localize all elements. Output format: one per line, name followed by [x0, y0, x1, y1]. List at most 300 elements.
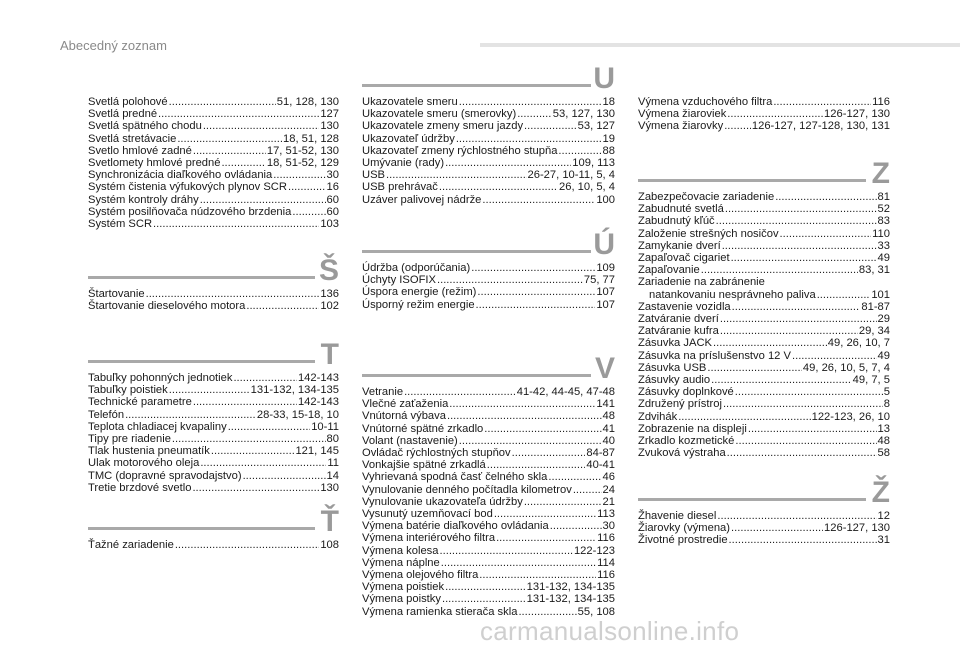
leader-dots: [246, 300, 319, 312]
index-entry: [88, 218, 339, 230]
index-entry-name: Svetlá spätného chodu: [88, 120, 202, 133]
index-entry: [88, 157, 339, 169]
index-entry: [638, 411, 890, 423]
section-letter-heading: [362, 352, 615, 386]
index-entry-pages: 126-127, 127-128, 130, 131: [751, 120, 890, 133]
index-entry-pages: 116: [597, 532, 615, 545]
index-entry: [638, 191, 890, 203]
leader-dots: [678, 411, 810, 423]
index-section: [88, 254, 339, 312]
index-entry-name: TMC (dopravné spravodajstvo): [88, 469, 242, 482]
index-entry: [362, 557, 615, 569]
index-entry: [88, 288, 339, 300]
index-entry: [638, 108, 890, 120]
index-entry: [638, 435, 890, 447]
index-entry-name: Ulak motorového oleja: [88, 457, 200, 470]
index-entry-name: Výmena batérie diaľkového ovládania: [362, 520, 549, 533]
index-entry-name: Vnútorné spätné zrkadlo: [362, 422, 484, 435]
index-entry-pages: 49, 26, 10, 5, 7, 4: [802, 361, 890, 374]
index-entry-pages: 49: [877, 349, 890, 362]
index-entry-pages: 29, 34: [858, 325, 890, 338]
leader-dots: [482, 194, 595, 206]
section-letter: Š: [318, 254, 339, 287]
index-entry-name: Svetlá polohové: [88, 96, 168, 108]
index-entry: [638, 228, 890, 240]
index-entry-pages: 116: [872, 96, 890, 108]
leader-dots: [441, 557, 596, 569]
index-entry-pages: 109, 113: [572, 157, 615, 170]
leader-dots: [729, 534, 877, 546]
leader-dots: [288, 181, 326, 193]
leader-dots: [707, 362, 802, 374]
section-rule: [362, 250, 591, 253]
index-entry-pages: 16: [326, 181, 339, 194]
index-entry: [88, 96, 339, 108]
leader-dots: [773, 96, 871, 108]
index-entry-pages: 102: [320, 300, 339, 313]
index-entry: [362, 120, 615, 132]
index-entry: [638, 276, 890, 288]
index-entry-pages: 109: [596, 262, 615, 274]
leader-dots: [720, 325, 858, 337]
index-entry: [362, 459, 615, 471]
leader-dots: [727, 447, 877, 459]
index-entry: [88, 108, 339, 120]
index-entry: [88, 433, 339, 445]
index-entry: [638, 203, 890, 215]
leader-dots: [442, 593, 526, 605]
index-entry-name: Združený prístroj: [638, 398, 722, 411]
index-entry-pages: 100: [596, 193, 615, 206]
index-entry: [638, 374, 890, 386]
index-entry: [362, 262, 615, 274]
section-rule: [362, 84, 591, 87]
index-entry-name: Volant (nastavenie): [362, 434, 458, 447]
index-entry-name: Zastavenie vozidla: [638, 300, 731, 313]
index-entry: [362, 157, 615, 169]
index-entry: [88, 169, 339, 181]
index-entry-pages: 81-87: [861, 300, 890, 313]
index-entry-name: Vlečné zaťaženia: [362, 398, 449, 411]
index-entry-name: Svetlá stretávacie: [88, 132, 177, 145]
index-entry-name: Úchyty ISOFIX: [362, 274, 436, 287]
index-entry: [88, 372, 339, 384]
leader-dots: [717, 510, 876, 522]
index-entry: [638, 386, 890, 398]
index-entry: [88, 482, 339, 494]
index-entry-name: Tabuľky pohonných jednotiek: [88, 372, 233, 384]
index-entry: [638, 447, 890, 459]
index-entry-list: [638, 191, 890, 459]
index-entry-pages: 142-143: [297, 372, 339, 384]
leader-dots: [439, 181, 558, 193]
section-letter-heading: [88, 338, 339, 372]
index-entry-pages: 60: [326, 205, 339, 218]
index-entry-pages: 55, 108: [577, 605, 615, 618]
index-entry-pages: 31: [877, 534, 890, 547]
index-entry-name: Zdvihák: [638, 410, 678, 423]
index-entry-name: USB: [362, 169, 386, 182]
index-entry-pages: 130: [320, 481, 339, 494]
index-entry: [638, 289, 890, 301]
index-entry: [362, 471, 615, 483]
index-entry-name: Vetranie: [362, 386, 404, 398]
index-entry: [638, 534, 890, 546]
section-letter: T: [320, 338, 339, 371]
index-entry-name: Úspora energie (režim): [362, 286, 477, 299]
index-entry-pages: 33: [877, 239, 890, 252]
index-entry-name: Zabudnuté svetlá: [638, 203, 724, 216]
leader-dots: [146, 288, 320, 300]
index-entry-pages: 80: [326, 433, 339, 446]
index-entry-name: Zobrazenie na displeji: [638, 422, 747, 435]
index-entry: [88, 133, 339, 145]
index-entry: [638, 362, 890, 374]
index-entry-name: Zásuvky doplnkové: [638, 386, 734, 399]
index-entry: [362, 286, 615, 298]
index-entry-pages: 108: [320, 539, 339, 551]
leader-dots: [153, 218, 319, 230]
leader-dots: [725, 203, 877, 215]
index-section: [638, 157, 890, 459]
index-entry-pages: 122-123: [573, 544, 615, 557]
index-entry-pages: 21: [602, 495, 615, 508]
index-entry: [362, 496, 615, 508]
leader-dots: [558, 145, 601, 157]
index-entry-pages: 107: [596, 298, 615, 311]
index-entry-pages: 121, 145: [295, 445, 339, 458]
section-rule: [88, 276, 315, 279]
index-entry-name: USB prehrávač: [362, 181, 438, 194]
header-bar: [480, 43, 960, 47]
index-entry-name: Zapaľovač cigariet: [638, 252, 730, 265]
leader-dots: [727, 108, 823, 120]
index-entry-name: Vynulovanie denného počítadla kilometrov: [362, 483, 572, 496]
index-entry: [88, 396, 339, 408]
leader-dots: [479, 569, 596, 581]
leader-dots: [228, 421, 311, 433]
index-entry: [638, 252, 890, 264]
leader-dots: [193, 396, 297, 408]
leader-dots: [169, 384, 250, 396]
index-entry-name: Ukazovatele zmeny smeru jazdy: [362, 120, 524, 133]
index-entry-pages: 130: [320, 120, 339, 133]
leader-dots: [211, 445, 295, 457]
section-rule: [362, 374, 591, 377]
index-entry: [362, 181, 615, 193]
index-entry: [638, 337, 890, 349]
index-entry-name: Životné prostredie: [638, 534, 728, 547]
index-entry: [362, 133, 615, 145]
leader-dots: [437, 274, 583, 286]
index-entry-pages: 5: [883, 386, 890, 399]
leader-dots: [125, 409, 256, 421]
index-entry: [362, 447, 615, 459]
index-entry-name: Žiarovky (výmena): [638, 522, 731, 535]
index-entry-name: Vysunutý uzemňovací bod: [362, 508, 493, 521]
index-entry: [362, 194, 615, 206]
leader-dots: [221, 157, 265, 169]
index-entry: [638, 522, 890, 534]
index-entry-pages: 41-42, 44-45, 47-48: [516, 386, 615, 398]
leader-dots: [177, 133, 282, 145]
index-entry-name: Výmena poistky: [362, 593, 441, 606]
index-entry: [362, 398, 615, 410]
leader-dots: [445, 581, 526, 593]
leader-dots: [723, 398, 883, 410]
index-entry: [638, 120, 890, 132]
index-entry: [638, 215, 890, 227]
leader-dots: [573, 484, 602, 496]
index-entry: [88, 457, 339, 469]
index-entry-name: Telefón: [88, 408, 125, 421]
index-entry-name: Synchronizácia diaľkového ovládania: [88, 169, 273, 182]
index-entry-name: Vonkajšie spätné zrkadlá: [362, 459, 486, 472]
section-letter: Ú: [593, 228, 615, 261]
leader-dots: [732, 301, 861, 313]
leader-dots: [471, 262, 595, 274]
index-entry-name: Výmena kolesa: [362, 544, 439, 557]
index-entry-pages: 116: [597, 569, 615, 582]
index-entry: [638, 301, 890, 313]
index-entry-pages: 83, 31: [858, 264, 890, 277]
leader-dots: [484, 423, 601, 435]
index-entry: [362, 581, 615, 593]
index-entry: [88, 384, 339, 396]
index-entry-name: natankovaniu nesprávneho paliva: [649, 288, 816, 301]
index-entry-pages: 131-132, 134-135: [250, 384, 339, 397]
index-entry-pages: 10-11: [311, 420, 339, 433]
index-entry-pages: 49, 7, 5: [852, 374, 890, 387]
leader-dots: [243, 470, 326, 482]
index-entry-pages: 46: [602, 471, 615, 484]
index-entry-pages: 53, 127, 130: [552, 108, 615, 121]
section-letter: U: [593, 62, 615, 95]
section-rule: [88, 527, 315, 530]
index-entry-pages: 141: [596, 398, 615, 411]
index-entry-name: Výmena žiaroviek: [638, 108, 727, 121]
index-entry-pages: 26-27, 10-11, 5, 4: [527, 169, 615, 182]
index-entry-pages: 8: [883, 398, 890, 411]
leader-dots: [711, 374, 852, 386]
index-entry-pages: 107: [596, 286, 615, 299]
index-entry: [88, 470, 339, 482]
index-entry: [638, 264, 890, 276]
index-entry-name: Ukazovateľ zmeny rýchlostného stupňa: [362, 144, 558, 157]
index-entry-pages: 51, 128, 130: [276, 96, 339, 108]
index-entry-pages: 40-41: [586, 459, 615, 472]
index-entry-name: Tlak hustenia pneumatík: [88, 445, 210, 458]
index-entry-name: Zabudnutý kľúč: [638, 215, 715, 228]
index-entry-pages: 30: [326, 169, 339, 182]
leader-dots: [459, 96, 602, 108]
section-rule: [88, 360, 315, 363]
leader-dots: [459, 435, 602, 447]
index-entry: [88, 421, 339, 433]
index-entry-pages: 131-132, 134-135: [526, 593, 615, 606]
index-entry-name: Svetlo hmlové zadné: [88, 144, 192, 157]
index-section: [362, 228, 615, 311]
leader-dots: [200, 194, 326, 206]
index-entry-name: Svetlá predné: [88, 108, 158, 121]
section-letter-heading: [88, 254, 339, 288]
index-entry: [362, 520, 615, 532]
index-entry-list: [88, 96, 339, 230]
index-entry: [362, 299, 615, 311]
index-entry-name: Výmena poistiek: [362, 581, 445, 594]
index-entry-name: Zásuvka USB: [638, 361, 707, 374]
leader-dots: [494, 508, 596, 520]
index-section: [638, 96, 890, 133]
leader-dots: [192, 482, 319, 494]
section-letter: Z: [871, 157, 890, 190]
index-entry-name: Umývanie (rady): [362, 157, 445, 170]
index-entry-name: Zapaľovanie: [638, 264, 700, 277]
index-entry-pages: 84-87: [586, 447, 615, 460]
index-entry: [638, 240, 890, 252]
index-entry-pages: 110: [872, 227, 890, 240]
index-entry: [88, 181, 339, 193]
index-entry-name: Žhavenie diesel: [638, 510, 717, 522]
index-entry-name: Výmena žiarovky: [638, 120, 724, 133]
leader-dots: [169, 96, 276, 108]
index-entry-pages: 28-33, 15-18, 10: [256, 408, 339, 421]
index-entry-pages: 13: [877, 422, 890, 435]
leader-dots: [724, 120, 751, 132]
index-entry-pages: 88: [602, 144, 615, 157]
index-entry-pages: 40: [602, 434, 615, 447]
index-section: [362, 352, 615, 618]
leader-dots: [775, 191, 876, 203]
leader-dots: [720, 313, 877, 325]
leader-dots: [292, 206, 325, 218]
index-entry-name: Úsporný režim energie: [362, 298, 475, 311]
index-entry: [88, 194, 339, 206]
section-letter: Ž: [871, 476, 890, 509]
index-entry-pages: 60: [326, 193, 339, 206]
index-entry-name: Štartovanie: [88, 288, 145, 300]
index-entry-name: Tretie brzdové svetlo: [88, 481, 192, 494]
index-entry-pages: 101: [871, 288, 890, 301]
index-entry-pages: 18, 51-52, 129: [266, 157, 339, 170]
index-section: [88, 338, 339, 494]
leader-dots: [780, 228, 872, 240]
section-letter-heading: [88, 505, 339, 539]
index-entry-pages: 114: [597, 556, 615, 569]
index-entry-pages: 14: [326, 469, 339, 482]
index-entry-name: Systém čistenia výfukových plynov SCR: [88, 181, 287, 194]
index-entry-pages: 142-143: [297, 396, 339, 409]
index-entry-name: Vynulovanie ukazovateľa údržby: [362, 495, 523, 508]
index-entry-pages: 18: [602, 96, 615, 108]
leader-dots: [548, 471, 601, 483]
index-entry-name: Tipy pre riadenie: [88, 433, 171, 446]
leader-dots: [524, 496, 602, 508]
leader-dots: [456, 133, 602, 145]
leader-dots: [273, 169, 325, 181]
leader-dots: [233, 372, 296, 384]
index-entry-name: Ukazovatele smeru (smerovky): [362, 108, 517, 121]
index-entry-pages: 53, 127: [577, 120, 615, 133]
index-entry-name: Zrkadlo kozmetické: [638, 435, 735, 448]
index-entry: [88, 145, 339, 157]
leader-dots: [440, 545, 573, 557]
index-entry-pages: 81: [877, 191, 890, 203]
leader-dots: [449, 398, 595, 410]
index-entry: [362, 410, 615, 422]
index-entry-pages: 58: [877, 447, 890, 460]
index-entry-pages: 52: [877, 203, 890, 216]
index-section: [362, 62, 615, 206]
index-entry-pages: 131-132, 134-135: [526, 581, 615, 594]
index-entry-pages: 103: [320, 218, 339, 231]
leader-dots: [735, 435, 876, 447]
index-entry-name: Výmena náplne: [362, 556, 440, 569]
index-entry: [362, 108, 615, 120]
index-entry-pages: 49: [877, 252, 890, 265]
index-entry-pages: 75, 77: [583, 274, 615, 287]
leader-dots: [193, 145, 266, 157]
index-entry-pages: 19: [602, 132, 615, 145]
section-letter: Ť: [320, 505, 339, 538]
index-entry-list: [638, 96, 890, 133]
index-entry-pages: 136: [320, 288, 339, 300]
index-entry-pages: 12: [877, 510, 890, 522]
index-entry-list: [88, 539, 339, 551]
leader-dots: [716, 215, 877, 227]
index-entry-name: Svetlomety hmlové predné: [88, 157, 221, 170]
index-section: [638, 476, 890, 547]
leader-dots: [496, 532, 596, 544]
index-entry-pages: 24: [602, 483, 615, 496]
index-entry-list: [88, 288, 339, 312]
index-entry: [638, 313, 890, 325]
index-entry: [362, 508, 615, 520]
index-entry: [88, 409, 339, 421]
leader-dots: [158, 108, 319, 120]
index-entry-name: Zásuvka JACK: [638, 337, 712, 350]
index-entry: [362, 96, 615, 108]
index-entry-name: Údržba (odporúčania): [362, 262, 471, 274]
index-entry: [638, 510, 890, 522]
section-letter-heading: [638, 157, 890, 191]
watermark: carmanualsonline.info: [480, 616, 740, 646]
index-entry-list: [362, 262, 615, 311]
index-entry: [362, 484, 615, 496]
index-entry: [362, 386, 615, 398]
section-rule: [638, 498, 866, 501]
index-entry: [638, 350, 890, 362]
leader-dots: [748, 423, 877, 435]
section-letter-heading: [362, 62, 615, 96]
index-entry-pages: 48: [877, 435, 890, 448]
index-entry-name: Systém SCR: [88, 218, 153, 231]
index-entry-name: Ukazovatele smeru: [362, 96, 458, 108]
index-entry-name: Vnútorná výbava: [362, 410, 446, 423]
index-entry-pages: 49, 26, 10, 7: [827, 337, 890, 350]
index-section: [88, 505, 339, 551]
index-entry-pages: 26, 10, 5, 4: [559, 181, 615, 194]
index-entry-list: [88, 372, 339, 494]
index-entry-pages: 122-123, 26, 10: [811, 410, 890, 423]
index-entry-name: Zatváranie kufra: [638, 325, 719, 338]
index-entry-name: Zásuvka na príslušenstvo 12 V: [638, 349, 791, 362]
index-entry: [638, 96, 890, 108]
index-entry-name: Tabuľky poistiek: [88, 384, 168, 397]
index-entry-name: Založenie strešných nosičov: [638, 227, 779, 240]
leader-dots: [817, 289, 871, 301]
index-entry-pages: 30: [602, 520, 615, 533]
